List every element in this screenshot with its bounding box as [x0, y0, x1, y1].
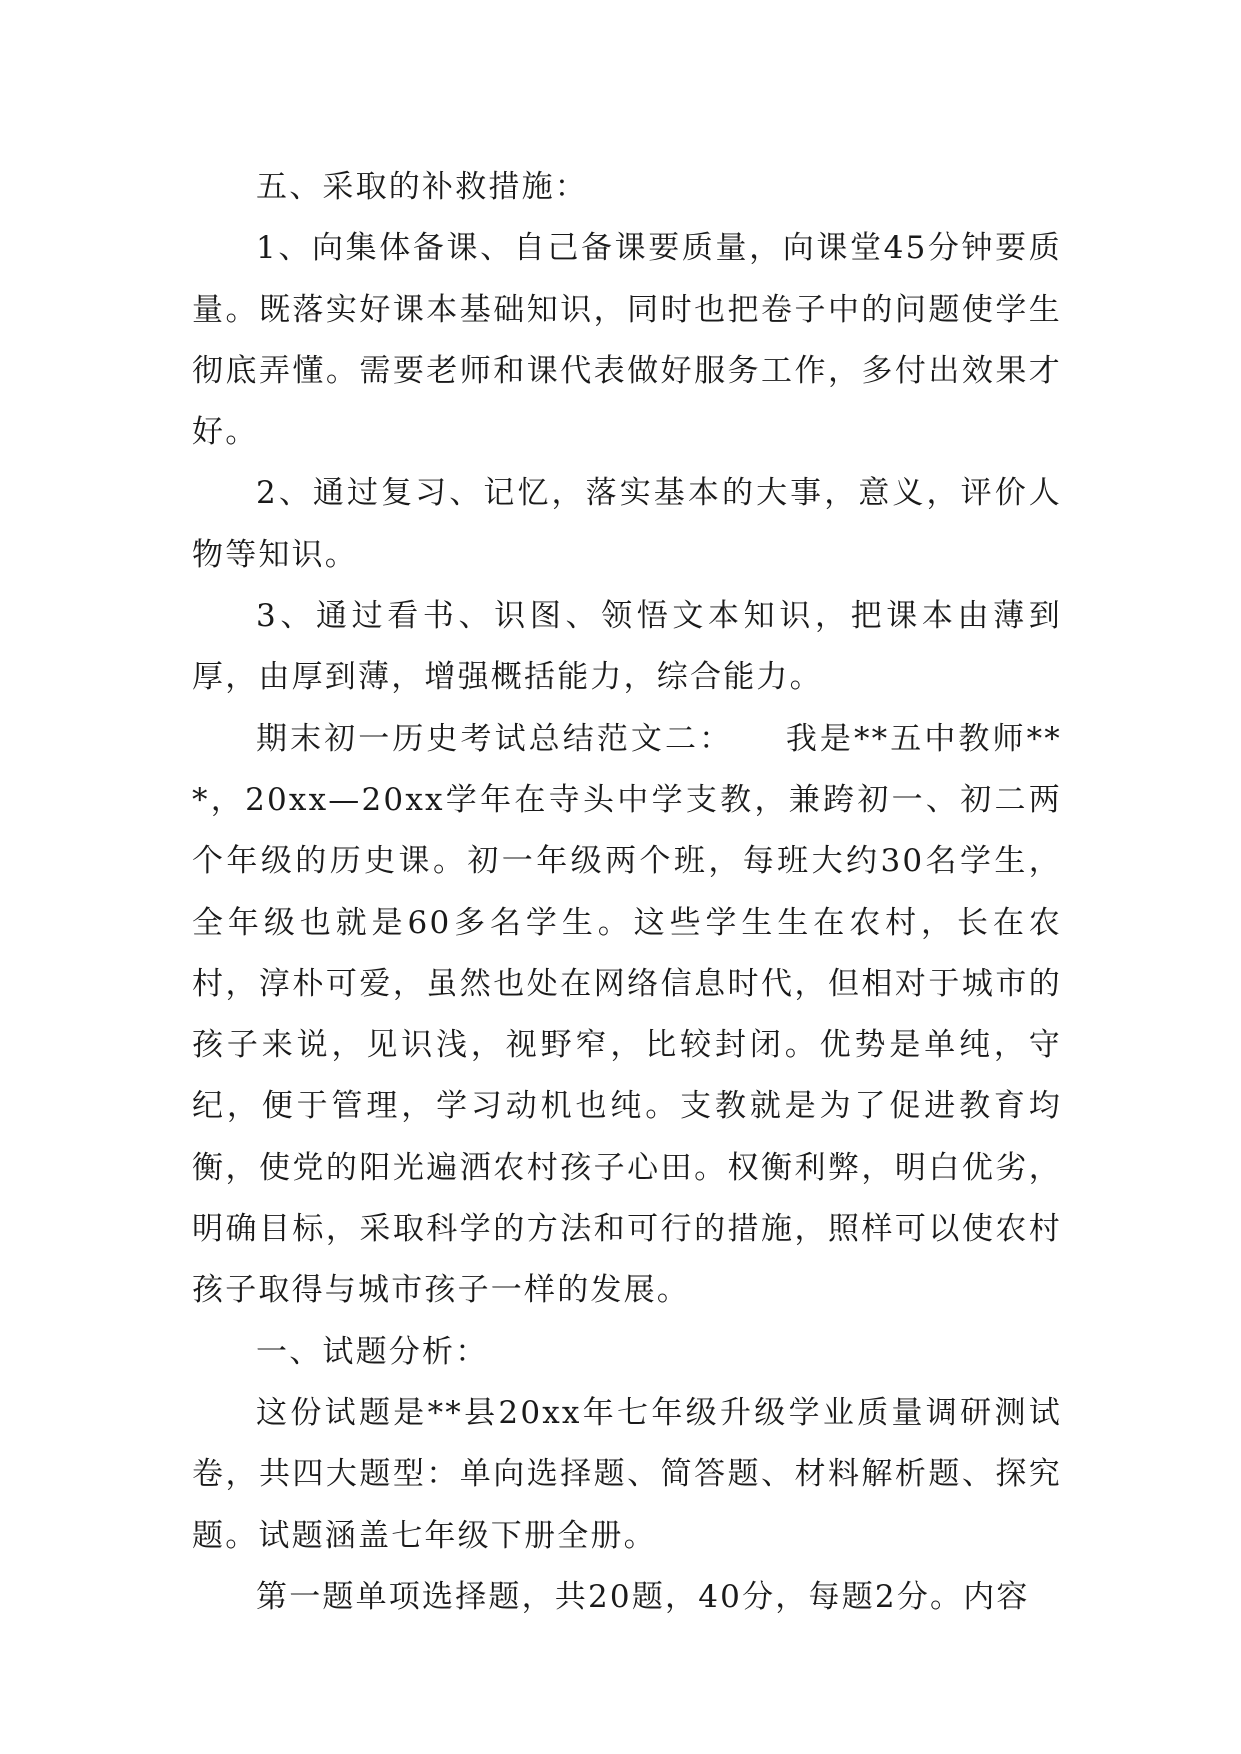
- paragraph-exam-overview: 这份试题是**县20xx年七年级升级学业质量调研测试卷，共四大题型：单向选择题、简答题、材料解析题、探究题。试题涵盖七年级下册全册。: [192, 1394, 1062, 1554]
- paragraph-measure-3: 3、通过看书、识图、领悟文本知识，把课本由薄到厚，由厚到薄，增强概括能力，综合能力。: [192, 598, 1062, 696]
- paragraph-measure-1: 1、向集体备课、自己备课要质量，向课堂45分钟要质量。既落实好课本基础知识，同时也把卷子中的问题使学生彻底弄懂。需要老师和课代表做好服务工作，多付出效果才好。: [192, 230, 1062, 451]
- paragraph-measure-2: 2、通过复习、记忆，落实基本的大事，意义，评价人物等知识。: [192, 475, 1062, 573]
- paragraph-exam-analysis-heading: 一、试题分析：: [256, 1333, 489, 1370]
- paragraph-sample-two-intro: 期末初一历史考试总结范文二： 我是**五中教师***，20xx—20xx学年在寺头中学支教，兼跨初一、初二两个年级的历史课。初一年级两个班，每班大约30名学生，全年级也就是60多名学生。这些学生生在农村，长在农村，淳朴可爱，虽然也处在网络信息时代，但相对于城市的孩子来说，见识浅，视野窄，比较封闭。优势是单纯，守纪，便于管理，学习动机也纯。支教就是为了促进教育均衡，使党的阳光遍洒农村孩子心田。权衡利弊，明白优劣，明确目标，采取科学的方法和可行的措施，照样可以使农村孩子取得与城市孩子一样的发展。: [192, 720, 1062, 1309]
- document-body: [192, 157, 1062, 1628]
- paragraph-first-question: 第一题单项选择题，共20题，40分，每题2分。内容: [256, 1578, 1030, 1615]
- paragraph-remedial-heading: 五、采取的补救措施：: [256, 169, 588, 205]
